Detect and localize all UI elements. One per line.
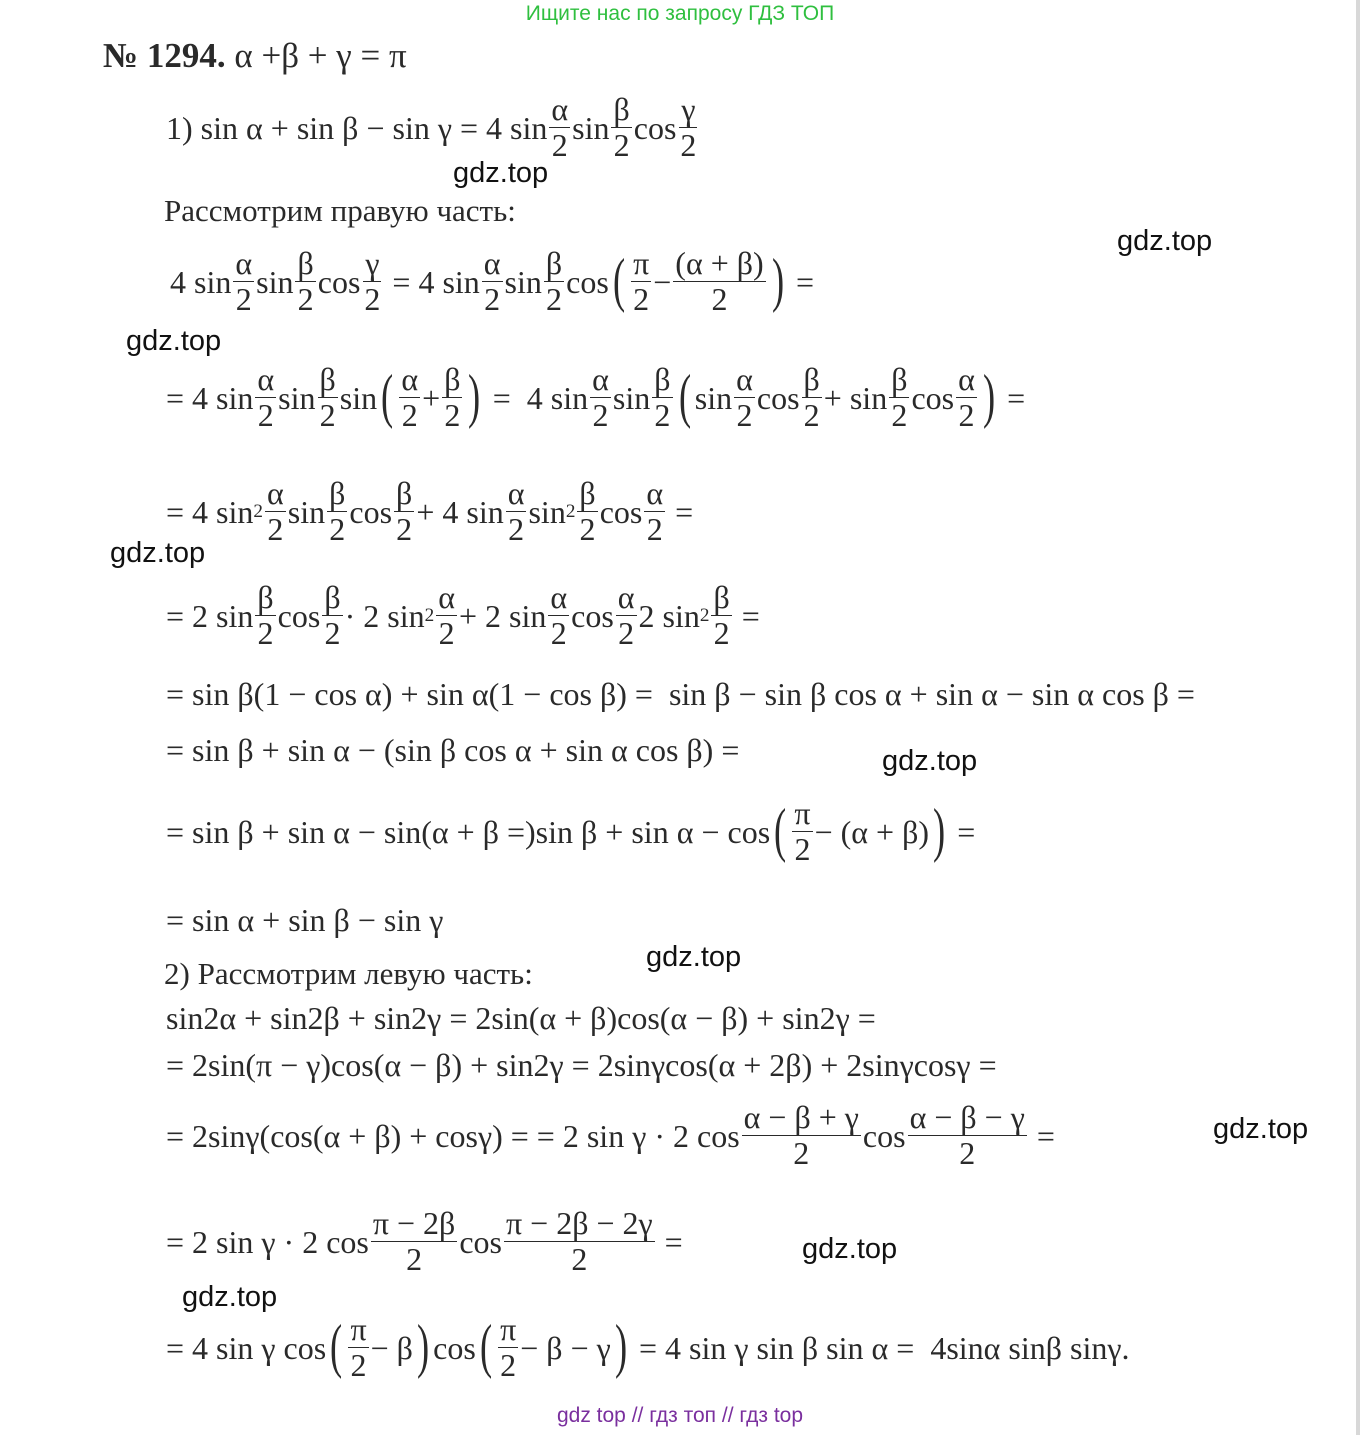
part1-heading: Рассмотрим правую часть: [164, 193, 516, 228]
part1-line-6: = sin β + sin α − (sin β cos α + sin α cos β) = [166, 732, 740, 768]
watermark: gdz.top [1213, 1113, 1309, 1145]
part2-line-4: = 2 sin γ · 2 cos π − 2β 2 cos π − 2β − 2γ 2 = [166, 1205, 683, 1278]
part2-line-5: = 4 sin γ cos ( π 2 − β ) cos ( π 2 − β − γ ) = 4 sin γ sin β sin α = 4sinα sinβ sinγ. [166, 1311, 1130, 1384]
footer-links: gdz top // гдз топ // гдз top [556, 1404, 804, 1427]
page-edge [1356, 0, 1360, 1435]
part1-line-4: = 2 sin β 2 cos β 2 · 2 sin 2 α 2 + 2 sin α 2 cos α 2 2 sin 2 β 2 = [166, 579, 760, 652]
part1-statement: 1) sin α + sin β − sin γ = 4 sin α 2 sin β 2 cos γ 2 [166, 91, 697, 164]
watermark: gdz.top [110, 537, 206, 569]
problem-condition: α +β + γ = π [234, 36, 407, 75]
part1-line-8: = sin α + sin β − sin γ [166, 902, 444, 938]
watermark: gdz.top [1117, 225, 1213, 257]
part1-line-3: = 4 sin 2 α 2 sin β 2 cos β 2 + 4 sin α 2 sin 2 β 2 cos α 2 = [166, 475, 694, 548]
part2-line-2: = 2sin(π − γ)cos(α − β) + sin2γ = 2sinγcos(α + 2β) + 2sinγcosγ = [166, 1047, 997, 1083]
watermark: gdz.top [646, 941, 742, 973]
problem-number: № 1294. [103, 36, 226, 75]
part2-line-3: = 2sinγ(cos(α + β) + cosγ) = = 2 sin γ · 2 cos α − β + γ 2 cos α − β − γ 2 = [166, 1099, 1055, 1172]
problem-title [103, 36, 407, 76]
watermark: gdz.top [182, 1281, 278, 1313]
watermark: gdz.top [126, 325, 222, 357]
part1-line-1: 4 sin α 2 sin β 2 cos γ 2 = 4 sin α 2 sin β 2 cos ( π 2 − (α + β) 2 ) = [170, 245, 814, 318]
part1-line-5: = sin β(1 − cos α) + sin α(1 − cos β) = sin β − sin β cos α + sin α − sin α cos β = [166, 676, 1195, 712]
watermark: gdz.top [882, 745, 978, 777]
part2-heading: 2) Рассмотрим левую часть: [164, 956, 533, 991]
part1-line-7: = sin β + sin α − sin(α + β =)sin β + sin α − cos ( π 2 − (α + β) ) = [166, 795, 976, 868]
part2-line-1: sin2α + sin2β + sin2γ = 2sin(α + β)cos(α − β) + sin2γ = [166, 1000, 876, 1036]
watermark: gdz.top [453, 157, 549, 189]
search-hint: Ищите нас по запросу ГДЗ ТОП [525, 2, 835, 25]
watermark: gdz.top [802, 1233, 898, 1265]
part1-line-2: = 4 sin α 2 sin β 2 sin ( α 2 + β 2 ) = 4 sin α 2 sin β 2 ( sin α 2 cos β 2 + sin β 2 cos α 2 ) = [166, 361, 1026, 434]
